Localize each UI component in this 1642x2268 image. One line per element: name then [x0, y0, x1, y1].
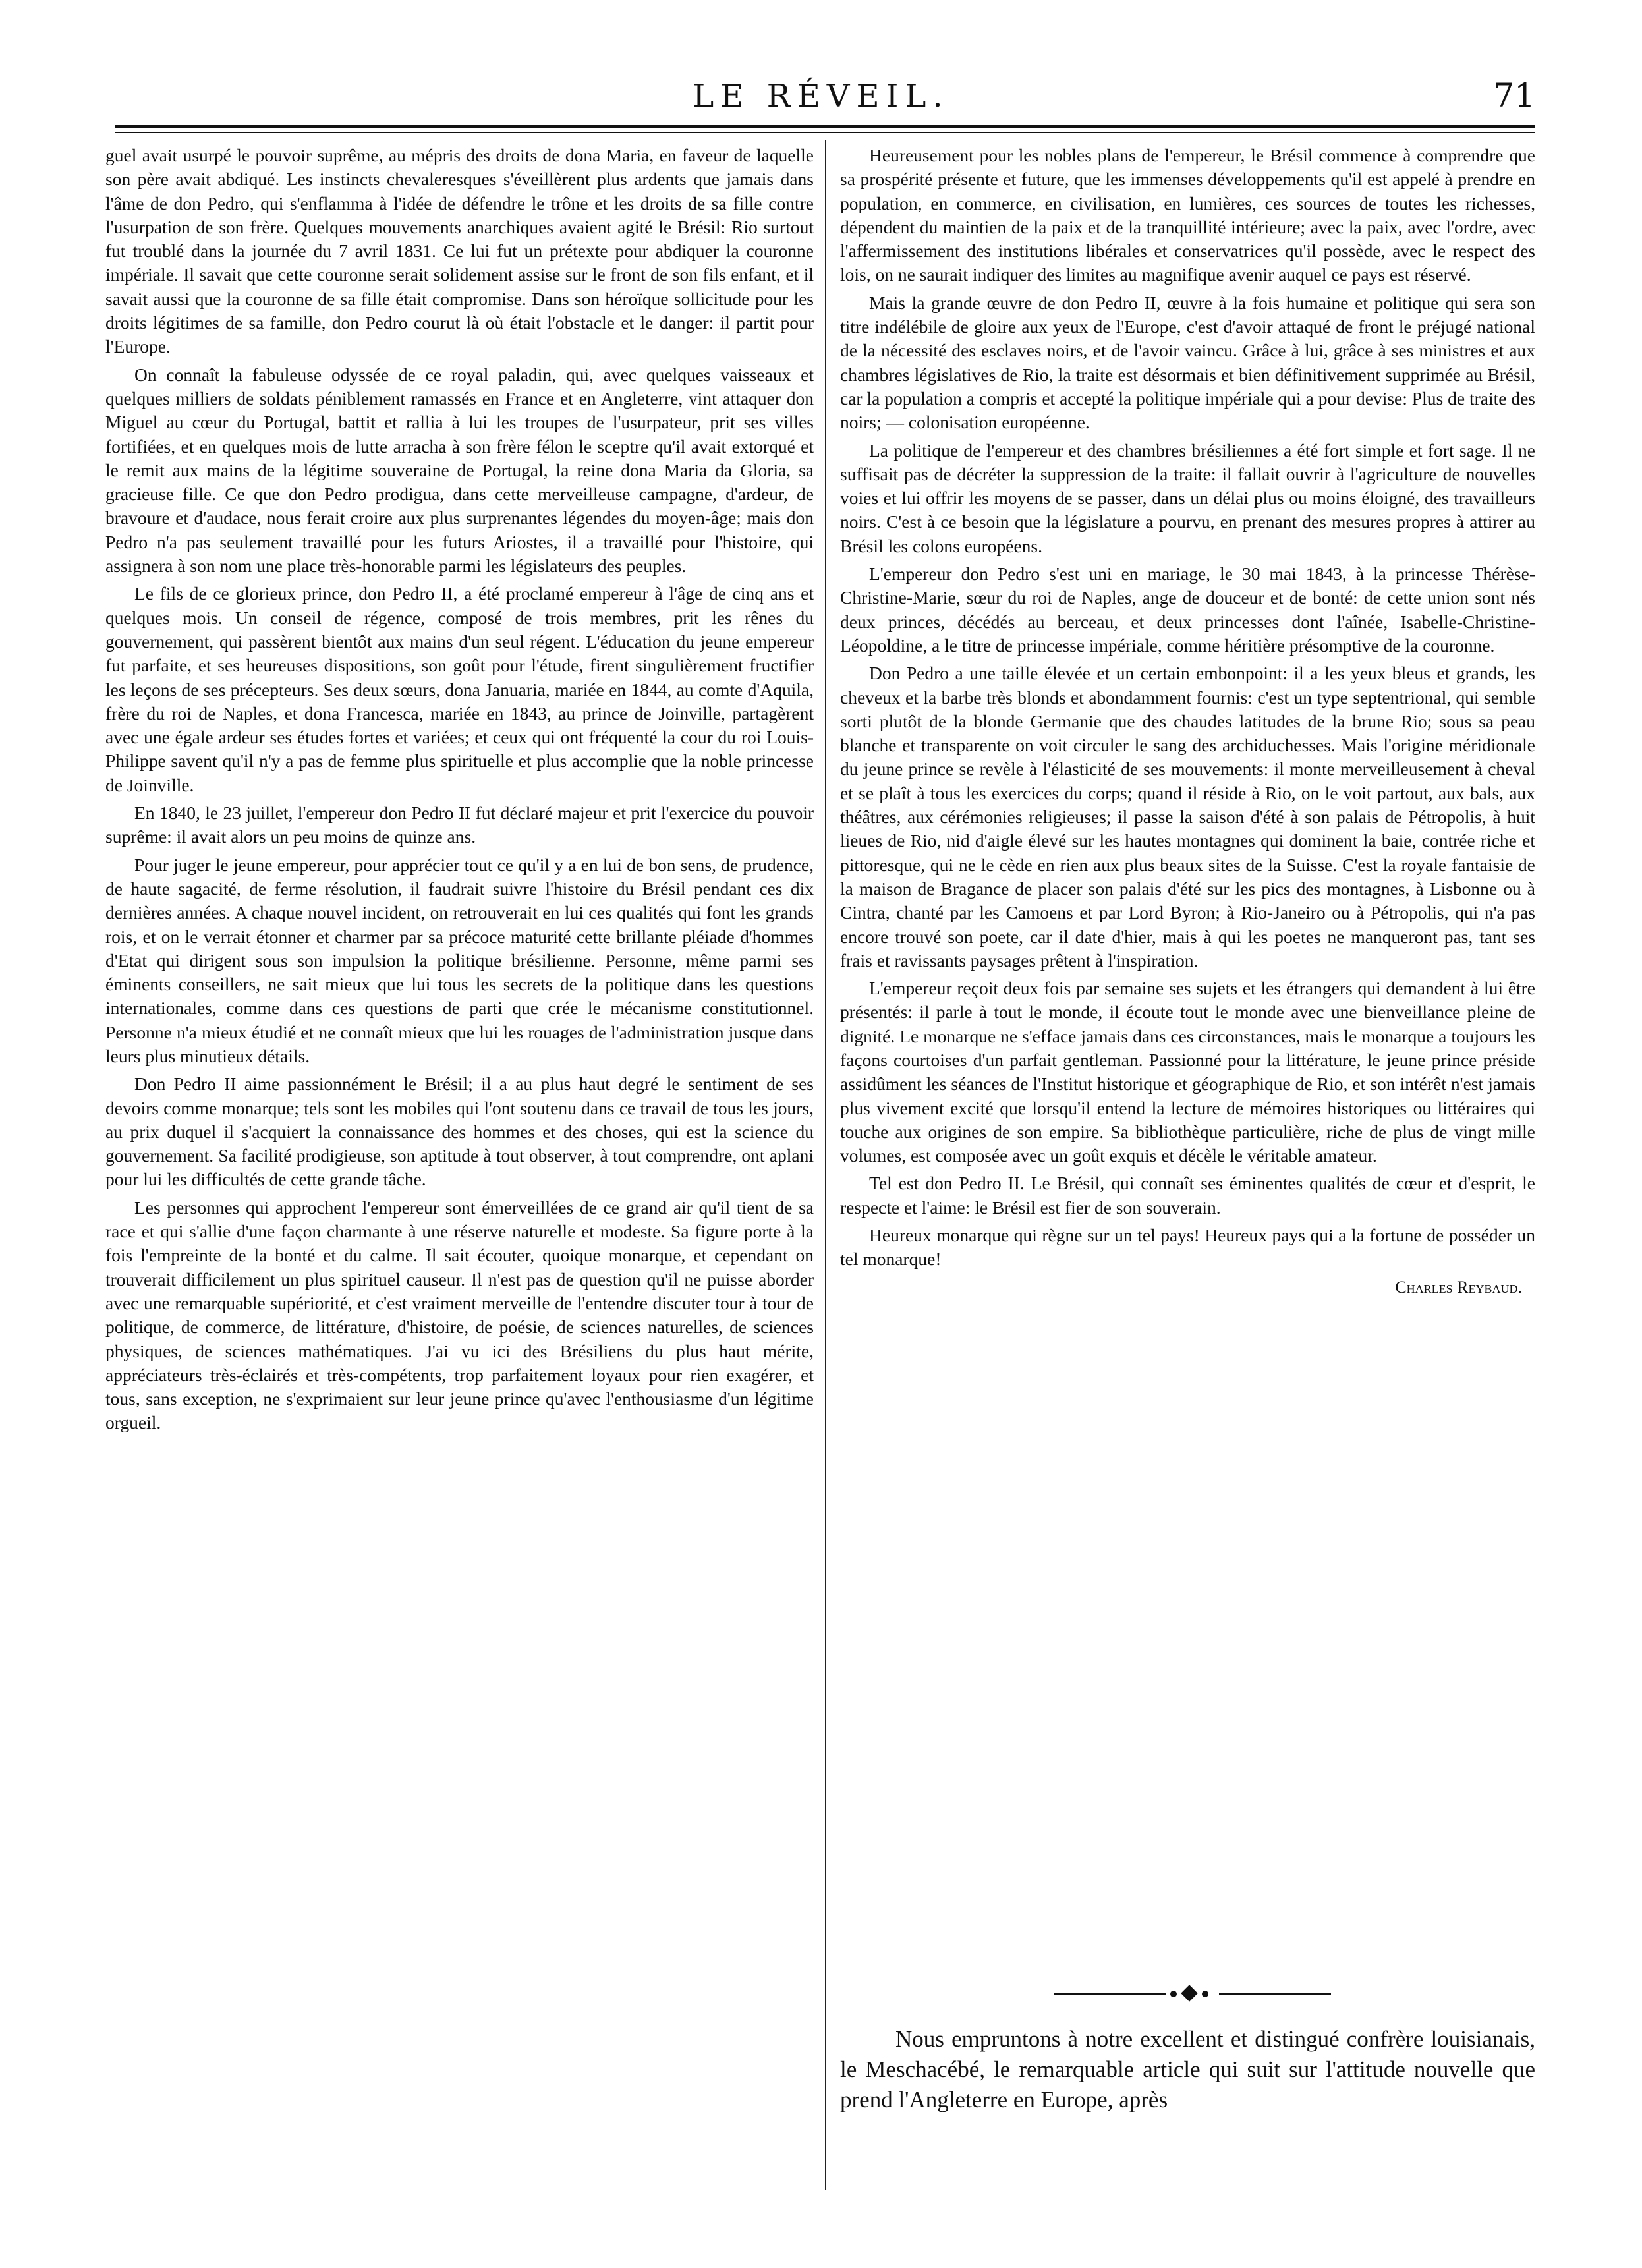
section-divider-ornament: [1054, 1987, 1331, 2000]
header-rule-thin: [115, 132, 1535, 133]
ornament-dot: [1170, 1991, 1177, 1997]
paragraph: On connaît la fabuleuse odyssée de ce royal paladin, qui, avec quelques vaisseaux et quelques milliers de soldats péniblement ramassés en France et en Angleterre, vint attaquer don Miguel au cœur du Portugal, battit et rallia à lui les troupes de l'usurpateur, prit ses villes fortifiées, et en quelques mois de lutte arracha à son frère félon le sceptre qu'il avait extorqué et le remit aux mains de la légitime souveraine de Portugal, la reine dona Maria da Gloria, sa gracieuse fille. Ce que don Pedro prodigua, dans cette merveilleuse campagne, d'ardeur, de bravoure et d'audace, nous ferait croire aux plus surprenantes légendes du moyen-âge; mais don Pedro n'a pas seulement travaillé pour les futurs Ariostes, il a travaillé pour l'histoire, qui assignera à son nom une place très-honorable parmi les législateurs des peuples.: [105, 364, 814, 577]
closing-article-intro: [840, 2024, 1535, 2115]
left-column: [105, 144, 814, 1439]
paragraph: Le fils de ce glorieux prince, don Pedro II, a été proclamé empereur à l'âge de cinq ans et quelques mois. Un conseil de régence, composé de trois membres, prit les rênes du gouvernement, qui passèrent bientôt aux mains d'un seul régent. L'éducation du jeune empereur fut parfaite, et ses heureuses dispositions, son goût pour l'étude, firent singulièrement fructifier les leçons de ses précepteurs. Ses deux sœurs, dona Januaria, mariée en 1844, au comte d'Aquila, frère du roi de Naples, et dona Francesca, mariée en 1843, au prince de Joinville, partagèrent avec une égale ardeur ses études fortes et variées; et ceux qui ont fréquenté la cour du roi Louis-Philippe savent qu'il n'y a pas de femme plus spirituelle et plus accomplie que la noble princesse de Joinville.: [105, 583, 814, 795]
author-signature: Charles Reybaud.: [1395, 1277, 1522, 1297]
page-header-title: LE RÉVEIL.: [693, 78, 949, 115]
paragraph: L'empereur don Pedro s'est uni en mariage, le 30 mai 1843, à la princesse Thérèse-Christine-Marie, sœur du roi de Naples, ange de douceur et de bonté: de cette union sont nés deux princes, décédés au berceau, et deux princesses dont l'aînée, Isabelle-Christine-Léopoldine, a le titre de princesse impériale, comme héritière présomptive de la couronne.: [840, 563, 1535, 656]
paragraph: La politique de l'empereur et des chambres brésiliennes a été fort simple et fort sage. Il ne suffisait pas de décréter la suppression de la traite: il fallait ouvrir à l'agriculture de nouvelles voies et lui offrir les moyens de se passer, dans un délai plus ou moins éloigné, des travailleurs noirs. C'est à ce besoin que la législature a pourvu, en prenant des mesures propres à attirer au Brésil les colons européens.: [840, 439, 1535, 556]
ornament-line-right: [1219, 1993, 1331, 1995]
paragraph: Mais la grande œuvre de don Pedro II, œuvre à la fois humaine et politique qui sera son titre indélébile de gloire aux yeux de l'Europe, c'est d'avoir attaqué de front le préjugé national de la nécessité des esclaves noirs, et de l'avoir vaincu. Grâce à lui, grâce à ses ministres et aux chambres législatives de Rio, la traite est désormais et bien définitivement supprimée au Brésil, car la population a compris et accepté la politique impériale qui a pour devise: Plus de traite des noirs; — colonisation européenne.: [840, 292, 1535, 433]
paragraph: Nous empruntons à notre excellent et distingué confrère louisianais, le Meschacébé, le remarquable article qui suit sur l'attitude nouvelle que prend l'Angleterre en Europe, après: [840, 2026, 1535, 2112]
ornament-diamond-icon: [1181, 1985, 1197, 2001]
paragraph: Heureusement pour les nobles plans de l'empereur, le Brésil commence à comprendre que sa prospérité présente et future, que les immenses développements qu'il est appelé à prendre en population, en commerce, en civilisation, en lumières, ces sources de toutes les richesses, dépendent du maintien de la paix et de la tranquillité intérieure; avec la paix, avec l'ordre, avec l'affermissement des institutions libérales et conservatrices qu'il possède, avec le respect des lois, on ne saurait indiquer des limites au magnifique avenir auquel ce pays est réservé.: [840, 145, 1535, 285]
paragraph: Don Pedro II aime passionnément le Brésil; il a au plus haut degré le sentiment de ses devoirs comme monarque; tels sont les mobiles qui l'ont soutenu dans ce travail de tous les jours, au prix duquel il s'acquiert la connaissance des hommes et des choses, qui est la science du gouvernement. Sa facilité prodigieuse, son aptitude à tout observer, à tout comprendre, ont aplani pour lui les difficultés de cette grande tâche.: [105, 1073, 814, 1190]
paragraph: Tel est don Pedro II. Le Brésil, qui connaît ses éminentes qualités de cœur et d'esprit, le respecte et l'aime: le Brésil est fier de son souverain.: [840, 1173, 1535, 1218]
column-divider: [825, 140, 826, 2190]
paragraph: Don Pedro a une taille élevée et un certain embonpoint: il a les yeux bleus et grands, les cheveux et la barbe très blonds et abondamment fournis: c'est un type septentrional, qui semble sorti plutôt de la blonde Germanie que des chaudes latitudes de la brune Rio; sous sa peau blanche et transparente on voit circuler le sang des archiduchesses. Mais l'origine méridionale du jeune prince se revèle à l'élasticité de ses mouvements: il monte merveilleusement à cheval et se plaît à tous les exercices du corps; quand il réside à Rio, on le voit partout, aux bals, aux théâtres, aux cérémonies religieuses; il passe la saison d'été à son palais de Pétropolis, à huit lieues de Rio, nid d'aigle élevé sur les hautes montagnes qui dominent la baie, contrée riche et pittoresque, qui ne le cède en rien aux plus beaux sites de la Suisse. C'est la royale fantaisie de la maison de Bragance de placer son palais d'été sur les pics des montagnes, à Lisbonne ou à Cintra, chanté par les Camoens et par Lord Byron; à Rio-Janeiro ou à Pétropolis, qui n'a pas encore trouvé son poete, car il date d'hier, mais à qui les poetes ne manqueront pas, tant ses frais et ravissants paysages prêtent à l'inspiration.: [840, 663, 1535, 971]
page-number: 71: [1493, 76, 1535, 115]
paragraph: Heureux monarque qui règne sur un tel pays! Heureux pays qui a la fortune de posséder un tel monarque!: [840, 1225, 1535, 1270]
paragraph: Les personnes qui approchent l'empereur sont émerveillées de ce grand air qu'il tient de sa race et qui s'allie d'une façon charmante à une réserve naturelle et modeste. Sa figure porte à la fois l'empreinte de la bonté et du calme. Il sait écouter, quoique monarque, et cependant on trouverait difficilement un plus spirituel causeur. Il n'est pas de question qu'il ne puisse aborder avec une remarquable supériorité, et c'est vraiment merveille de l'entendre discuter tour à tour de politique, de commerce, de littérature, d'histoire, de poésie, de sciences naturelles, de sciences physiques, de sciences mathématiques. J'ai vu ici des Brésiliens du plus haut mérite, appréciateurs très-éclairés et très-compétents, trop parfaitement loyaux pour rien exagérer, et tous, sans exception, ne s'exprimaient sur leur jeune prince qu'avec l'enthousiasme d'un légitime orgueil.: [105, 1197, 814, 1433]
paragraph: En 1840, le 23 juillet, l'empereur don Pedro II fut déclaré majeur et prit l'exercice du pouvoir suprême: il avait alors un peu moins de quinze ans.: [105, 803, 814, 847]
right-column: [840, 144, 1535, 1299]
paragraph: guel avait usurpé le pouvoir suprême, au mépris des droits de dona Maria, en faveur de laquelle son père avait abdiqué. Les instincts chevaleresques s'éveillèrent plus ardents que jamais dans l'âme de don Pedro, qui s'enflamma à l'idée de défendre le trône et les droits de sa fille contre l'usurpation de son frère. Quelques mouvements anarchiques avaient agité le Brésil: Rio surtout fut troublé dans la journée du 7 avril 1831. Ce lui fut un prétexte pour abdiquer la couronne impériale. Il savait que cette couronne serait solidement assise sur le front de son fils enfant, et il savait aussi que la couronne de sa fille était compromise. Dans son héroïque sollicitude pour les droits légitimes de sa famille, don Pedro courut là où était l'obstacle et le danger: il partit pour l'Europe.: [105, 145, 814, 357]
paragraph: L'empereur reçoit deux fois par semaine ses sujets et les étrangers qui demandent à lui être présentés: il parle à tout le monde, il écoute tout le monde avec une bienveillance pleine de dignité. Le monarque ne s'efface jamais dans ces circonstances, mais le monarque a toujours les façons courtoises d'un parfait gentleman. Passionné pour la littérature, le jeune prince préside assidûment les séances de l'Institut historique et géographique de Rio, et son intérêt n'est jamais plus vivement excité que lorsqu'il entend la lecture de mémoires historiques ou littéraires qui touche aux origines de son empire. Sa bibliothèque particulière, riche de plus de vingt mille volumes, est composée avec un goût exquis et décèle le véritable amateur.: [840, 978, 1535, 1166]
header-rule-thick: [115, 125, 1535, 128]
paragraph: Pour juger le jeune empereur, pour apprécier tout ce qu'il y a en lui de bon sens, de prudence, de haute sagacité, de ferme résolution, il faudrait suivre l'histoire du Brésil pendant ces dix dernières années. A chaque nouvel incident, on retrouverait en lui ces qualités qui font les grands rois, et on le verrait étonner et charmer par sa précoce maturité cette brillante pléiade d'hommes d'Etat qui dirigent sous son impulsion la politique brésilienne. Personne, même parmi ses éminents conseillers, ne sait mieux que lui tous les secrets de la politique dans les questions internationales, comme dans ces questions de parti que crée le mécanisme constitutionnel. Personne n'a mieux étudié et ne connaît mieux que lui les rouages de l'administration jusque dans leurs plus minutieux détails.: [105, 854, 814, 1066]
ornament-line-left: [1054, 1993, 1166, 1995]
ornament-dot: [1202, 1991, 1208, 1997]
